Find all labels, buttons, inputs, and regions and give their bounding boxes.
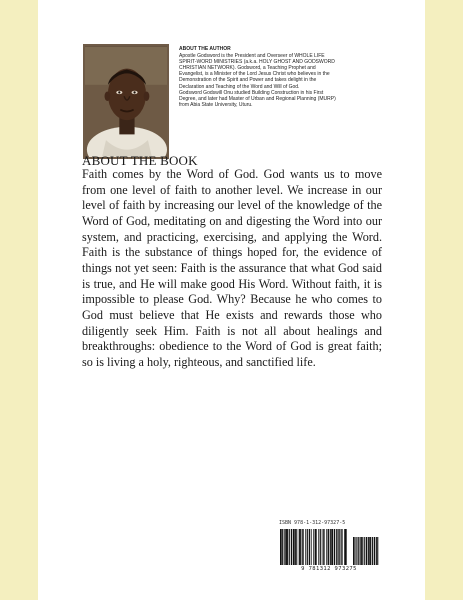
- author-photo: [83, 44, 169, 159]
- barcode-bar: [365, 537, 366, 565]
- barcode-bar: [372, 537, 373, 565]
- about-the-author: [179, 46, 384, 108]
- barcode-bar: [324, 529, 325, 565]
- author-portrait-image: [85, 46, 167, 157]
- barcode-bar: [295, 529, 296, 565]
- barcode-bar: [362, 537, 363, 565]
- author-bio-line: Godsword Godswill Onu studied Building Construction in his First: [179, 89, 324, 96]
- barcode-bar: [281, 529, 282, 565]
- barcode-bar: [364, 537, 365, 565]
- barcode-bar: [305, 529, 306, 565]
- barcode-bar: [292, 529, 293, 565]
- barcode-bar: [354, 537, 355, 565]
- barcode-bar: [307, 529, 308, 565]
- author-bio-line: Demonstration of the Spirit and Power and takes delight in the: [179, 77, 317, 84]
- author-bio-line: Declaration and Teaching of the Word and Will of God.: [179, 83, 300, 90]
- isbn-label: ISBN 978-1-312-97327-5: [279, 520, 346, 526]
- barcode-bar: [357, 537, 358, 565]
- barcode-bar: [342, 529, 343, 565]
- author-bio-line: Degree, and later had Master of Urban and Regional Planning (MURP): [179, 95, 336, 102]
- barcode-bar: [318, 529, 319, 565]
- barcode-bar: [297, 529, 298, 565]
- barcode-bar: [310, 529, 311, 565]
- barcode-bar: [313, 529, 314, 565]
- barcode-bar: [373, 537, 374, 565]
- barcode-bar: [369, 537, 370, 565]
- barcode-bar: [363, 537, 364, 565]
- barcode-bar: [328, 529, 329, 565]
- author-bio-line: CHRISTIAN NETWORK). Godsword, a Teaching Prophet and: [179, 65, 316, 72]
- barcode-bar: [322, 529, 323, 565]
- barcode-bar: [294, 529, 295, 565]
- barcode-bar: [340, 529, 341, 565]
- barcode-bar: [331, 529, 332, 565]
- barcode-bar: [367, 537, 368, 565]
- barcode-digits: 9 781312 973275: [301, 566, 357, 572]
- barcode-bar: [346, 529, 347, 565]
- barcode-bar: [371, 537, 372, 565]
- author-bio-line: Evangelist, is a Minister of the Lord Jesus Christ who believes in the: [179, 71, 330, 78]
- barcode-bar: [376, 537, 377, 565]
- barcode-bar: [359, 537, 360, 565]
- about-book-body: Faith comes by the Word of God. God wants us to move from one level of faith to another level. We increase in our level of faith by increasing our level of the knowledge of the Word of God, meditating on and digesting the Word into our system, and practicing, exercising, and applying the Word. Faith is the substance of things hoped for, the evidence of things not yet seen: Faith is the assurance that what God said is true, and He will make good His Word. Without faith, it is impossible to please God. Why? Because he who comes to God must believe that He exists and rewards those who diligently seek Him. Faith is not all about healings and breakthroughs: obedience to the Word of God is great faith; so is living a holy, righteous, and sanctified life.: [82, 167, 382, 369]
- barcode-bar: [338, 529, 339, 565]
- barcode-bar: [344, 529, 345, 565]
- barcode-bar: [303, 529, 304, 565]
- author-bio-line: SPIRIT-WORD MINISTRIES (a.k.a. HOLY GHOST AND GODSWORD: [179, 59, 335, 66]
- barcode-bar: [320, 529, 321, 565]
- barcode-bar: [353, 537, 354, 565]
- barcode-bar: [330, 529, 331, 565]
- barcode-bar: [356, 537, 357, 565]
- barcode-bar: [287, 529, 288, 565]
- barcode-bar: [282, 529, 283, 565]
- barcode-bar: [341, 529, 342, 565]
- author-bio-line: from Abia State University, Uturu.: [179, 101, 253, 108]
- barcode-bar: [361, 537, 362, 565]
- barcode-bar: [370, 537, 371, 565]
- barcode-bar: [289, 529, 290, 565]
- barcode-bar: [374, 537, 375, 565]
- barcode-bar: [320, 529, 321, 565]
- barcode-bar: [368, 537, 369, 565]
- barcode-bar: [284, 529, 285, 565]
- about-book-heading: ABOUT THE BOOK: [82, 153, 198, 168]
- barcode-bar: [286, 529, 287, 565]
- barcode-bar: [378, 537, 379, 565]
- barcode-bar: [302, 529, 303, 565]
- barcode-bar: [315, 529, 316, 565]
- barcode-bar: [334, 529, 335, 565]
- barcode-bar: [337, 529, 338, 565]
- barcode-bar: [345, 529, 346, 565]
- barcode-bar: [316, 529, 317, 565]
- barcode-bar: [311, 529, 312, 565]
- barcode-bar: [376, 537, 377, 565]
- about-author-heading: ABOUT THE AUTHOR: [179, 46, 231, 52]
- barcode-bar: [360, 537, 361, 565]
- barcode-bar: [307, 529, 308, 565]
- barcode-bar: [355, 537, 356, 565]
- barcode-bar: [300, 529, 301, 565]
- barcode-bar: [299, 529, 300, 565]
- barcode-bar: [309, 529, 310, 565]
- author-bio-line: Apostle Godsword is the President and Overseer of WHOLE LIFE: [179, 53, 325, 60]
- barcode-bar: [293, 529, 294, 565]
- barcode-bar: [280, 529, 281, 565]
- barcode-bar: [326, 529, 327, 565]
- barcode-bar: [333, 529, 334, 565]
